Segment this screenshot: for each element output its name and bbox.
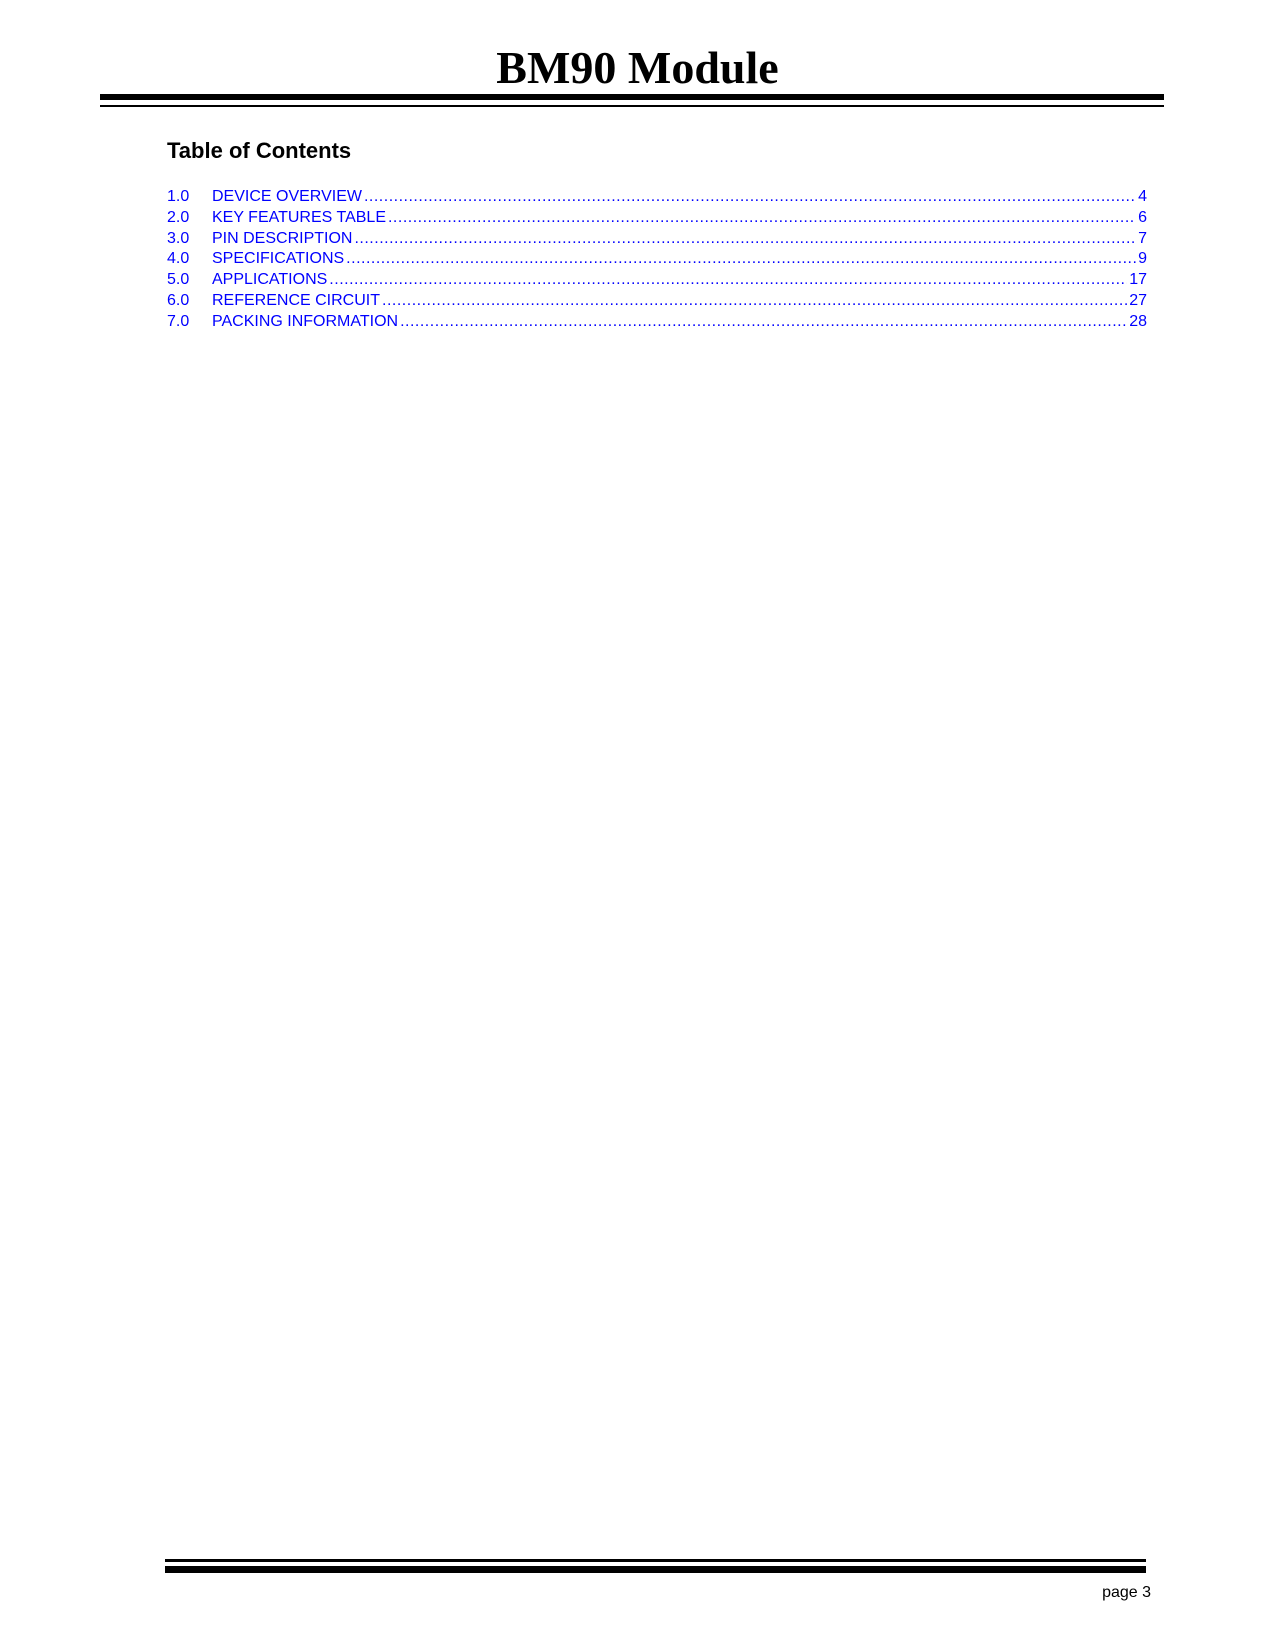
toc-entry-number: 6.0 — [167, 291, 190, 309]
toc-dot-leader — [364, 187, 1136, 208]
toc-entry-title: DEVICE OVERVIEW — [212, 188, 362, 205]
toc-entry-key-features-table[interactable] — [167, 208, 1147, 229]
toc-entry-number: 1.0 — [167, 188, 190, 205]
toc-entry-title: SPECIFICATIONS — [212, 250, 345, 268]
toc-entry-number: 7.0 — [167, 312, 190, 330]
document-title: BM90 Module — [496, 42, 779, 93]
toc-dot-leader — [388, 208, 1136, 229]
toc-entry-page: 17 — [1129, 271, 1147, 289]
toc-dot-leader — [382, 291, 1127, 312]
toc-entry-packing-information[interactable] — [167, 312, 1147, 333]
toc-entry-page: 28 — [1129, 312, 1147, 330]
toc-entry-number: 3.0 — [167, 229, 190, 247]
footer-rule-thin — [165, 1559, 1146, 1562]
toc-entry-page: 7 — [1138, 229, 1147, 247]
toc-entry-page: 9 — [1138, 250, 1147, 268]
toc-dot-leader — [400, 312, 1127, 333]
toc-entry-specifications[interactable] — [167, 249, 1147, 270]
toc-entry-title: KEY FEATURES TABLE — [212, 208, 386, 226]
toc-entry-page: 4 — [1138, 188, 1147, 205]
toc-entry-device-overview[interactable] — [167, 187, 1147, 208]
header-rule-thin — [100, 105, 1164, 107]
toc-entry-number: 4.0 — [167, 250, 190, 268]
header-rule-thick — [100, 94, 1164, 100]
toc-heading: Table of Contents — [167, 138, 352, 163]
toc-entry-page: 27 — [1129, 291, 1147, 309]
toc-dot-leader — [354, 229, 1136, 250]
toc-entry-page: 6 — [1138, 208, 1147, 226]
toc-entry-number: 5.0 — [167, 271, 190, 289]
footer-rule-thick — [165, 1566, 1146, 1573]
toc-entry-reference-circuit[interactable] — [167, 291, 1147, 312]
toc-list — [167, 187, 1147, 333]
toc-entry-title: REFERENCE CIRCUIT — [212, 291, 381, 309]
toc-dot-leader — [329, 270, 1127, 291]
toc-entry-applications[interactable] — [167, 270, 1147, 291]
toc-entry-title: PIN DESCRIPTION — [212, 229, 353, 247]
toc-entry-pin-description[interactable] — [167, 229, 1147, 250]
toc-entry-title: PACKING INFORMATION — [212, 312, 399, 330]
page-number: page 3 — [1102, 1584, 1151, 1601]
toc-entry-title: APPLICATIONS — [212, 271, 328, 289]
toc-entry-number: 2.0 — [167, 208, 190, 226]
toc-dot-leader — [346, 249, 1136, 270]
